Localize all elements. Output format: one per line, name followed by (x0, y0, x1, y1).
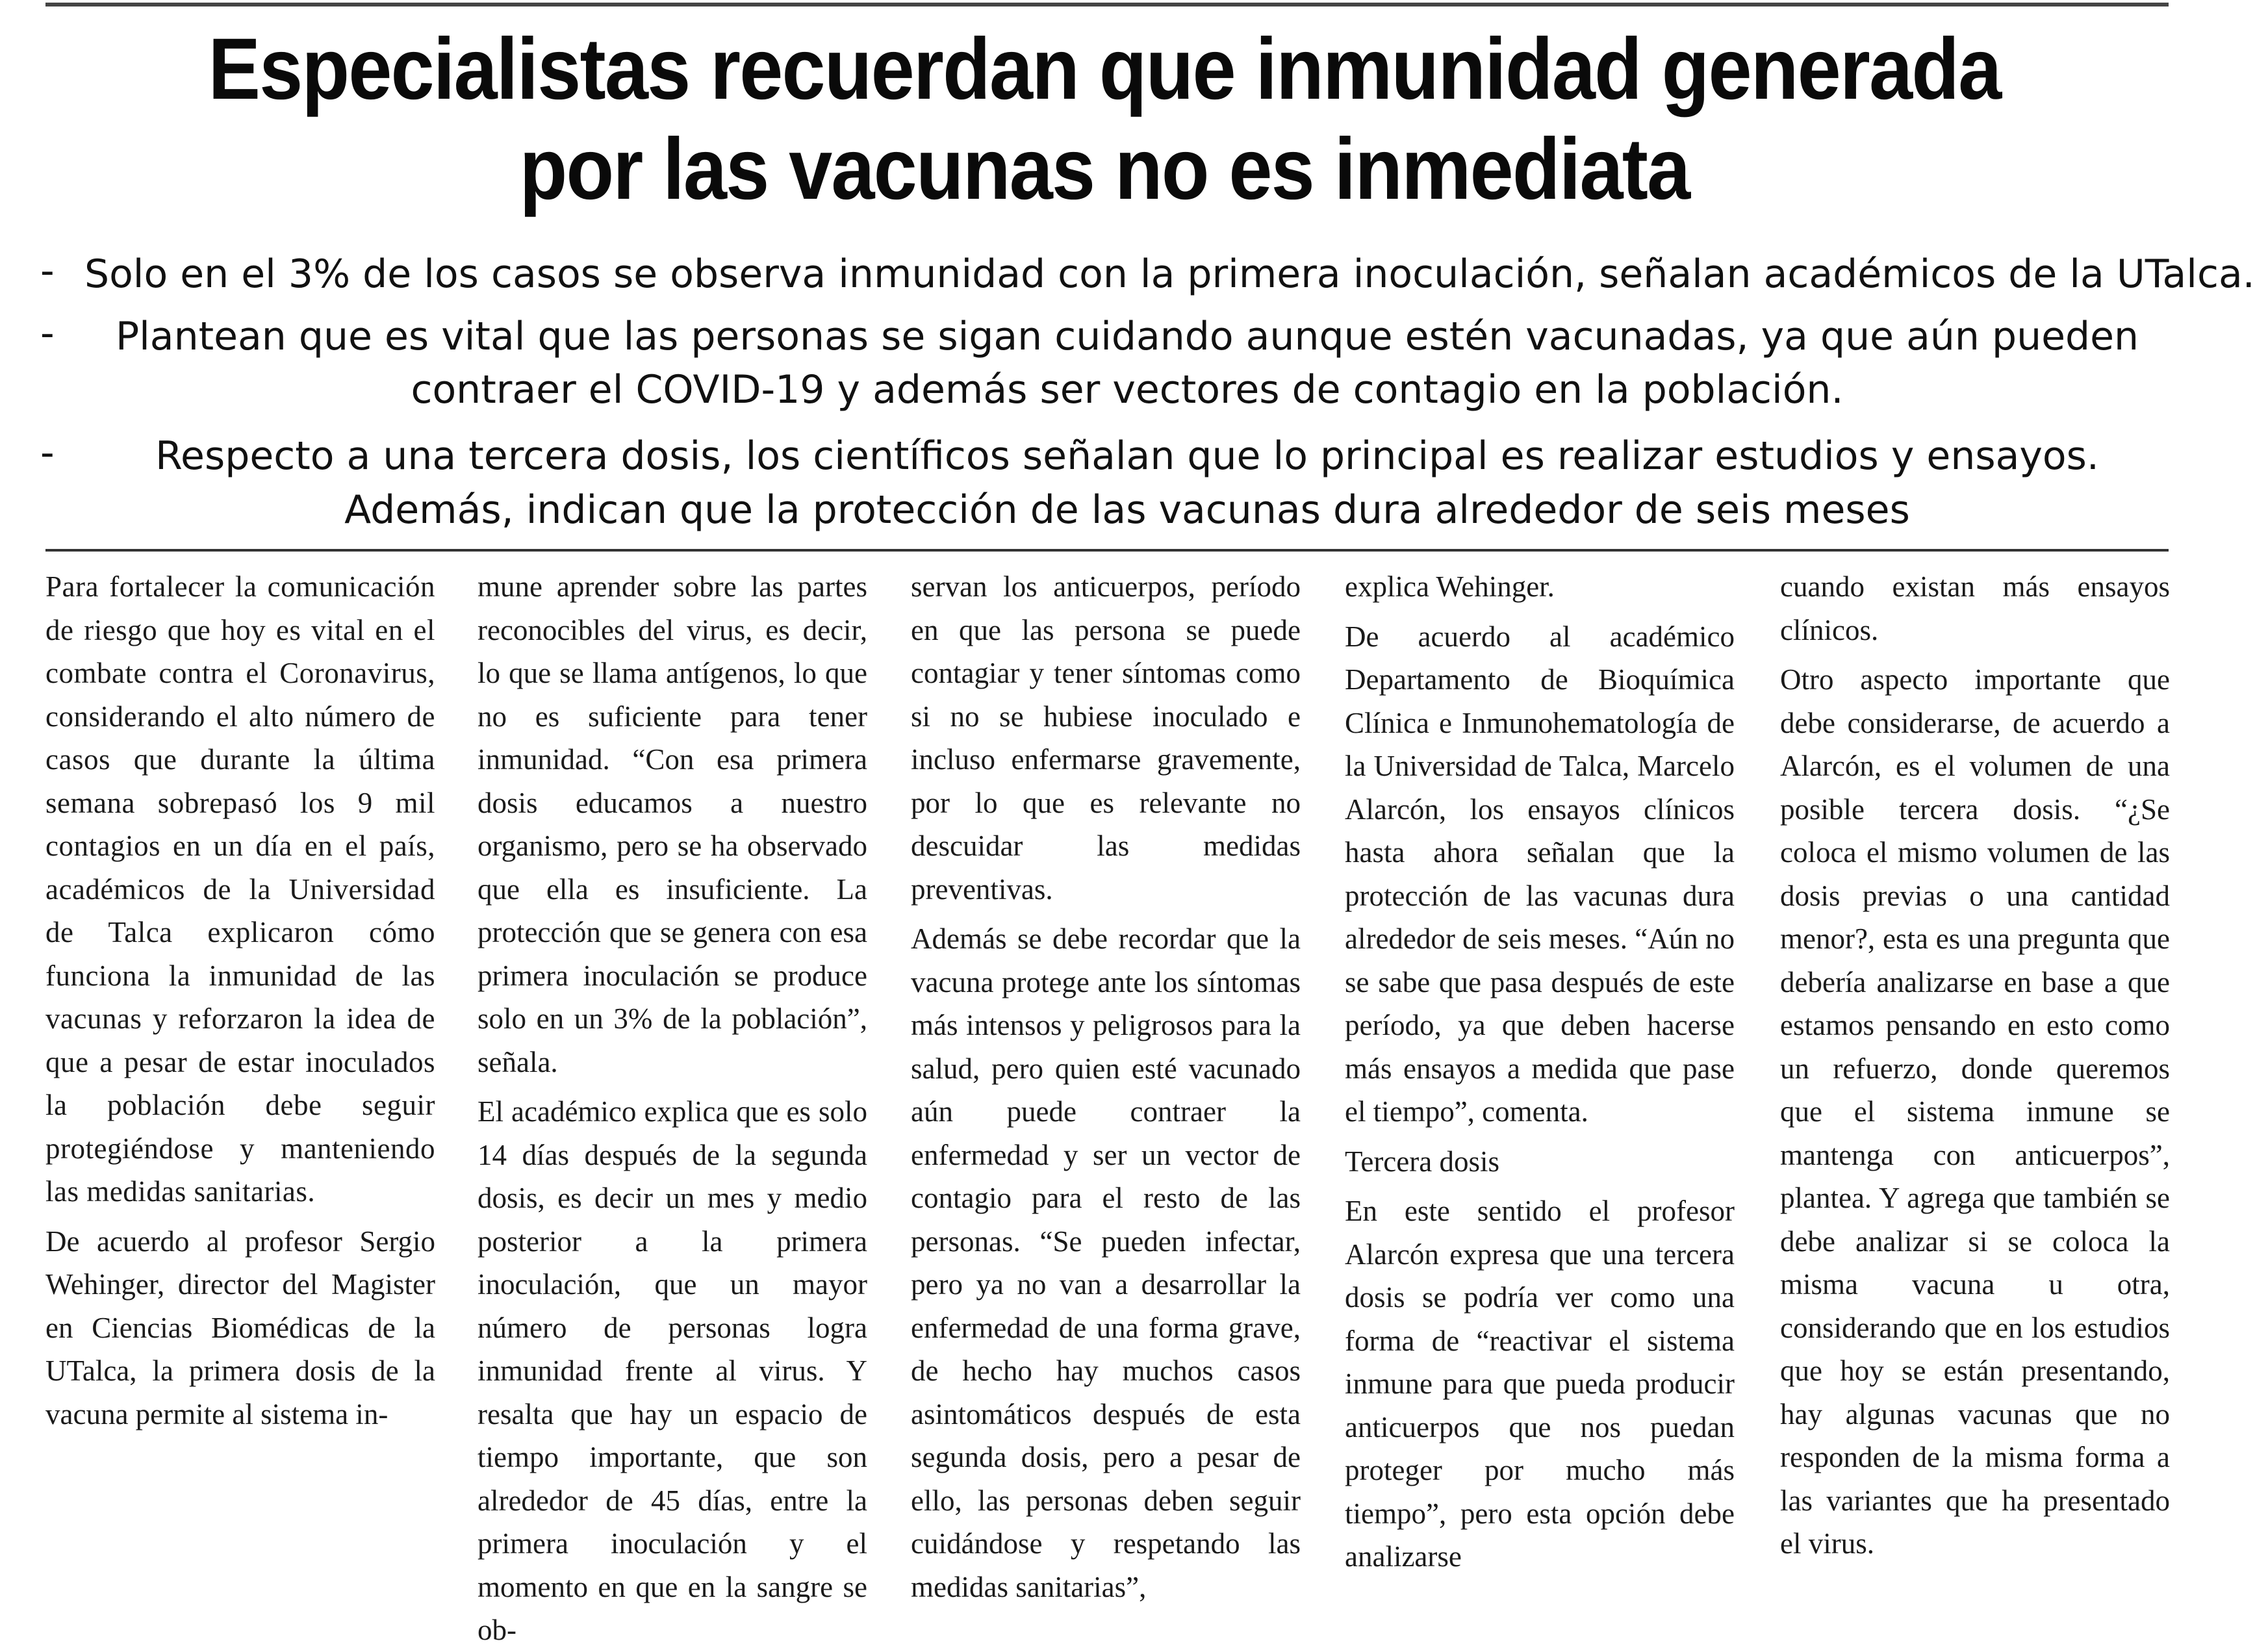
paragraph: cuando existan más ensayos clínicos. (1780, 570, 2170, 646)
top-rule (45, 3, 2169, 6)
bullet-marker: - (40, 311, 55, 356)
deck-bullet-1: Solo en el 3% de los casos se observa inmunidad con la primera inoculación, señalan académicos de la UTalca. (84, 251, 2255, 297)
paragraph: servan los anticuerpos, período en que las persona se puede contagiar y tener síntomas como si no se hubiese inoculado e incluso enfermarse gravemente, por lo que es relevante no descuidar las medidas preventivas. (911, 570, 1301, 906)
article-column-2 (478, 565, 867, 1646)
section-divider (45, 549, 2169, 552)
paragraph: explica Wehinger. (1345, 570, 1555, 603)
article-column-5 (1780, 565, 2170, 1566)
subheading: Tercera dosis (1345, 1145, 1499, 1178)
deck-bullet-3-continued: Además, indican que la protección de las vacunas dura alrededor de seis meses (344, 487, 1910, 533)
paragraph: Otro aspecto importante que debe considerarse, de acuerdo a Alarcón, es el volumen de una posible tercera dosis. “¿Se coloca el mismo volumen de las dosis previas o una cantidad menor?, esta es una pregunta que debería analizarse en base a que estamos pensando en esto como un refuerzo, donde queremos que el sistema inmune se mantenga con anticuerpos”, plantea. Y agrega que también se debe analizar si se coloca la misma vacuna u otra, considerando que en los estudios que hoy se están presentando, hay algunas vacunas que no responden de la misma forma a las variantes que ha presentado el virus. (1780, 663, 2170, 1560)
paragraph: El académico explica que es solo 14 días después de la segunda dosis, es decir un mes y medio posterior a la primera inoculación, que un mayor número de personas logra inmunidad frente al virus. Y resalta que hay un espacio de tiempo importante, que son alrededor de 45 días, entre la primera inoculación y el momento en que en la sangre se ob- (478, 1095, 867, 1646)
headline: Especialistas recuerdan que inmunidad generada por las vacunas no es inmediata (208, 21, 2001, 218)
paragraph: De acuerdo al académico Departamento de Bioquímica Clínica e Inmunohematología de la Universidad de Talca, Marcelo Alarcón, los ensayos clínicos hasta ahora señalan que la protección de las vacunas dura alrededor de seis meses. “Aún no se sabe que pasa después de este período, ya que deben hacerse más ensayos a medida que pase el tiempo”, comenta. (1345, 620, 1735, 1128)
paragraph: Además se debe recordar que la vacuna protege ante los síntomas más intensos y peligrosos para la salud, pero quien esté vacunado aún puede contraer la enfermedad y ser un vector de contagio para el resto de las personas. “Se pueden infectar, pero ya no van a desarrollar la enfermedad de una forma grave, de hecho hay muchos casos asintomáticos después de esta segunda dosis, pero a pesar de ello, las personas deben seguir cuidándose y respetando las medidas sanitarias”, (911, 922, 1301, 1603)
article-column-4 (1345, 565, 1735, 1573)
deck-bullet-2: Plantean que es vital que las personas se sigan cuidando aunque estén vacunadas, ya que aún pueden (115, 314, 2139, 359)
deck-bullet-2-continued: contraer el COVID-19 y además ser vectores de contagio en la población. (411, 367, 1844, 413)
bullet-marker: - (40, 248, 55, 294)
deck-bullet-3: Respecto a una tercera dosis, los científicos señalan que lo principal es realizar estudios y ensayos. (155, 433, 2099, 479)
bullet-marker: - (40, 430, 55, 476)
article-column-3 (911, 565, 1301, 1603)
paragraph: mune aprender sobre las partes reconocibles del virus, es decir, lo que se llama antígenos, lo que no es suficiente para tener inmunidad. “Con esa primera dosis educamos a nuestro organismo, pero se ha observado que ella es insuficiente. La protección que se genera con esa primera inoculación se produce solo en un 3% de la población”, señala. (478, 570, 867, 1078)
article-column-1 (45, 565, 435, 1566)
paragraph: Para fortalecer la comunicación de riesgo que hoy es vital en el combate contra el Coronavirus, considerando el alto número de casos que durante la última semana sobrepasó los 9 mil contagios en un día en el país, académicos de la Universidad de Talca explicaron cómo funciona la inmunidad de las vacunas y reforzaron la idea de que a pesar de estar inoculados la población debe seguir protegiéndose y manteniendo las medidas sanitarias. (45, 570, 435, 1208)
paragraph: En este sentido el profesor Alarcón expresa que una tercera dosis se podría ver como una forma de “reactivar el sistema inmune para que pueda producir anticuerpos que nos puedan proteger por mucho más tiempo”, pero esta opción debe analizarse (1345, 1195, 1735, 1573)
paragraph: De acuerdo al profesor Sergio Wehinger, director del Magister en Ciencias Biomédicas de la UTalca, la primera dosis de la vacuna permite al sistema in- (45, 1225, 435, 1430)
